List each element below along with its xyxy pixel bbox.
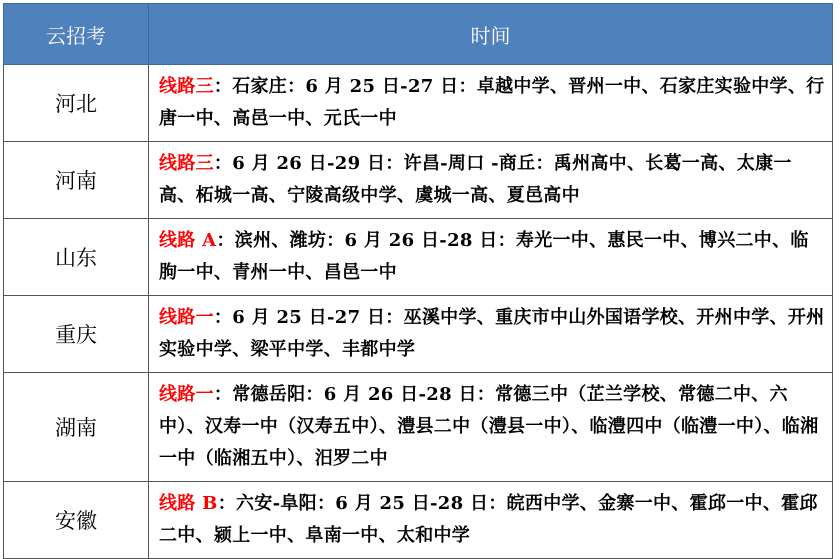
header-time: 时间 (149, 4, 833, 65)
province-cell: 重庆 (4, 296, 149, 373)
route-label: 线路 A (159, 230, 217, 251)
province-cell: 河南 (4, 142, 149, 219)
schedule-table (3, 3, 833, 559)
time-cell (149, 482, 833, 559)
province-cell: 安徽 (4, 482, 149, 559)
time-cell (149, 296, 833, 373)
route-label: 线路三 (159, 153, 214, 174)
table-row (4, 142, 833, 219)
province-cell: 湖南 (4, 373, 149, 482)
route-label: 线路三 (159, 76, 214, 97)
table-row (4, 65, 833, 142)
table-row (4, 296, 833, 373)
route-detail: ：石家庄：6 月 25 日-27 日：卓越中学、晋州一中、石家庄实验中学、行唐一中、高邑一中、元氏一中 (159, 76, 825, 129)
table-row (4, 219, 833, 296)
route-label: 线路一 (159, 307, 214, 328)
table-row (4, 482, 833, 559)
route-detail: ：滨州、潍坊：6 月 26 日-28 日：寿光一中、惠民一中、博兴二中、临朐一中、青州一中、昌邑一中 (159, 230, 809, 283)
table-row (4, 373, 833, 482)
route-label: 线路一 (159, 384, 214, 405)
route-detail: ：常德岳阳：6 月 26 日-28 日：常德三中（芷兰学校、常德二中、六中）、汉寿一中（汉寿五中）、澧县二中（澧县一中）、临澧四中（临澧一中）、临湘一中（临湘五中）、汨罗二中 (159, 384, 819, 469)
header-row (4, 4, 833, 65)
province-cell: 河北 (4, 65, 149, 142)
time-cell (149, 219, 833, 296)
province-cell: 山东 (4, 219, 149, 296)
route-detail: ：6 月 25 日-27 日：巫溪中学、重庆市中山外国语学校、开州中学、开州实验中学、梁平中学、丰都中学 (159, 307, 825, 360)
route-label: 线路 B (159, 493, 218, 514)
header-cloud-exam: 云招考 (4, 4, 149, 65)
time-cell (149, 65, 833, 142)
route-detail: ：6 月 26 日-29 日：许昌-周口 -商丘：禹州高中、长葛一高、太康一高、柘城一高、宁陵高级中学、虞城一高、夏邑高中 (159, 153, 792, 206)
time-cell (149, 142, 833, 219)
route-detail: ：六安-阜阳：6 月 25 日-28 日：皖西中学、金寨一中、霍邱一中、霍邱二中、颍上一中、阜南一中、太和中学 (159, 493, 818, 546)
time-cell (149, 373, 833, 482)
